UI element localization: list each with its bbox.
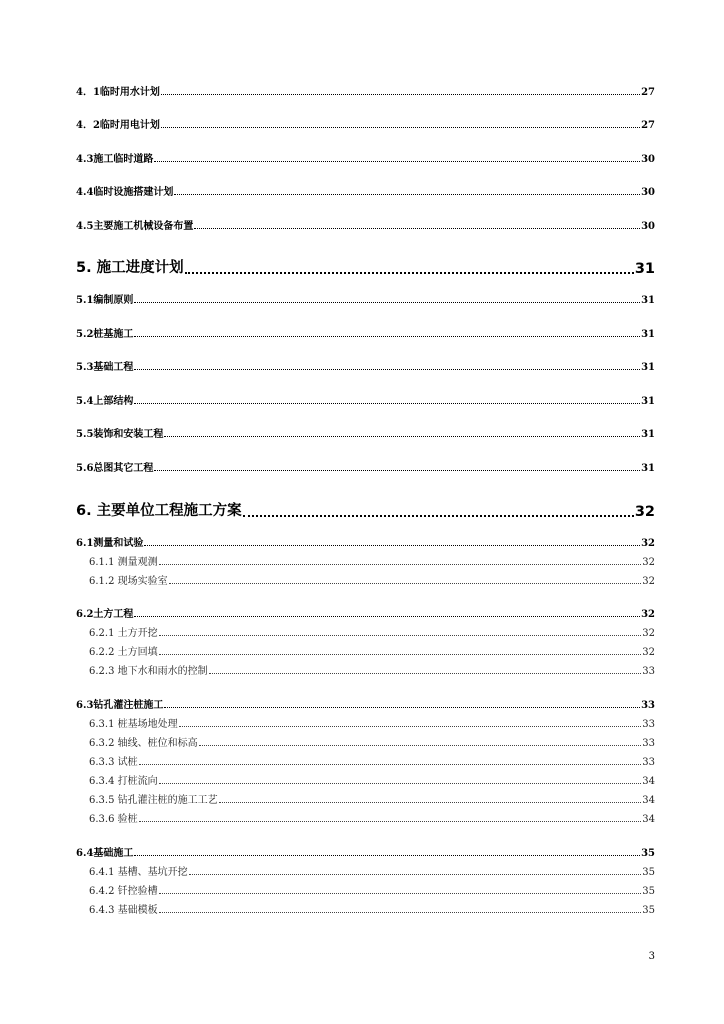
toc-subentry-page: 34 — [642, 776, 655, 787]
dot-leader — [161, 94, 640, 95]
toc-chapter-entry[interactable] — [0, 257, 724, 277]
dot-leader — [164, 707, 640, 708]
toc-subentry[interactable] — [0, 573, 724, 587]
toc-subentry[interactable] — [0, 735, 724, 749]
dot-leader — [243, 515, 634, 517]
dot-leader — [199, 745, 642, 746]
toc-entry-label: 5.1编制原则 — [76, 295, 134, 306]
toc-subentry[interactable] — [0, 864, 724, 878]
dot-leader — [189, 874, 642, 875]
dot-leader — [161, 127, 640, 128]
dot-leader — [174, 194, 640, 195]
toc-subentry-label: 6.2.2 土方回填 — [89, 647, 158, 658]
toc-entry[interactable] — [0, 697, 724, 711]
toc-subentry-page: 32 — [642, 628, 655, 639]
toc-subentry-label: 6.3.6 验桩 — [89, 814, 138, 825]
toc-subentry-label: 6.2.3 地下水和雨水的控制 — [89, 666, 208, 677]
toc-entry-label: 5.2桩基施工 — [76, 329, 134, 340]
toc-entry-page: 32 — [641, 538, 655, 549]
toc-subentry-label: 6.4.3 基础模板 — [89, 905, 158, 916]
toc-subentry-page: 35 — [642, 905, 655, 916]
toc-entry-page: 33 — [641, 700, 655, 711]
dot-leader — [159, 564, 642, 565]
toc-entry-page: 31 — [641, 362, 655, 373]
toc-entry[interactable] — [0, 326, 724, 340]
dot-leader — [209, 673, 642, 674]
dot-leader — [164, 436, 640, 437]
toc-entry-label: 4．2临时用电计划 — [76, 120, 160, 131]
toc-subentry-label: 6.1.1 测量观测 — [89, 557, 158, 568]
toc-entry-page: 30 — [641, 154, 655, 165]
toc-entry-label: 6.1测量和试验 — [76, 538, 144, 549]
toc-entry-page: 31 — [641, 329, 655, 340]
toc-subentry-label: 6.3.2 轴线、桩位和标高 — [89, 738, 198, 749]
dot-leader — [134, 302, 640, 303]
toc-entry-label: 6.3钻孔灌注桩施工 — [76, 700, 164, 711]
toc-entry[interactable] — [0, 84, 724, 98]
toc-entry-label: 4.4临时设施搭建计划 — [76, 187, 174, 198]
toc-entry-page: 27 — [641, 120, 655, 131]
toc-chapter-page: 32 — [634, 504, 655, 520]
toc-entry[interactable] — [0, 117, 724, 131]
dot-leader — [134, 403, 640, 404]
toc-subentry[interactable] — [0, 883, 724, 897]
toc-subentry-label: 6.1.2 现场实验室 — [89, 576, 168, 587]
toc-entry-page: 27 — [641, 87, 655, 98]
dot-leader — [194, 228, 640, 229]
toc-entry-page: 30 — [641, 221, 655, 232]
dot-leader — [159, 893, 642, 894]
toc-entry[interactable] — [0, 359, 724, 373]
dot-leader — [154, 470, 640, 471]
toc-chapter-entry[interactable] — [0, 500, 724, 520]
toc-subentry-page: 33 — [642, 757, 655, 768]
toc-entry[interactable] — [0, 845, 724, 859]
toc-entry-label: 5.6总图其它工程 — [76, 463, 154, 474]
dot-leader — [134, 336, 640, 337]
toc-entry[interactable] — [0, 606, 724, 620]
toc-entry-label: 4.5主要施工机械设备布置 — [76, 221, 194, 232]
toc-entry-page: 30 — [641, 187, 655, 198]
dot-leader — [144, 545, 640, 546]
dot-leader — [219, 802, 642, 803]
toc-entry[interactable] — [0, 393, 724, 407]
toc-subentry[interactable] — [0, 625, 724, 639]
toc-entry-page: 32 — [641, 609, 655, 620]
toc-subentry[interactable] — [0, 773, 724, 787]
toc-entry-label: 4.3施工临时道路 — [76, 154, 154, 165]
dot-leader — [154, 161, 640, 162]
dot-leader — [185, 272, 634, 274]
toc-subentry-page: 33 — [642, 666, 655, 677]
toc-entry-page: 35 — [641, 848, 655, 859]
toc-entry[interactable] — [0, 460, 724, 474]
toc-subentry-page: 32 — [642, 557, 655, 568]
dot-leader — [159, 783, 642, 784]
toc-subentry-label: 6.2.1 土方开挖 — [89, 628, 158, 639]
toc-subentry[interactable] — [0, 554, 724, 568]
toc-subentry-page: 34 — [642, 814, 655, 825]
toc-subentry[interactable] — [0, 811, 724, 825]
dot-leader — [139, 821, 642, 822]
toc-entry[interactable] — [0, 184, 724, 198]
toc-entry-label: 5.4上部结构 — [76, 396, 134, 407]
dot-leader — [169, 583, 642, 584]
dot-leader — [179, 726, 642, 727]
toc-subentry-label: 6.3.1 桩基场地处理 — [89, 719, 178, 730]
toc-entry-label: 6.2土方工程 — [76, 609, 134, 620]
toc-entry-label: 6.4基础施工 — [76, 848, 134, 859]
dot-leader — [134, 616, 640, 617]
toc-subentry[interactable] — [0, 792, 724, 806]
toc-subentry-label: 6.4.1 基槽、基坑开挖 — [89, 867, 188, 878]
toc-subentry-label: 6.4.2 钎控验槽 — [89, 886, 158, 897]
toc-entry[interactable] — [0, 426, 724, 440]
page-number: 3 — [648, 951, 655, 962]
toc-entry[interactable] — [0, 535, 724, 549]
toc-subentry-page: 35 — [642, 867, 655, 878]
dot-leader — [139, 764, 642, 765]
toc-subentry-page: 34 — [642, 795, 655, 806]
toc-subentry[interactable] — [0, 754, 724, 768]
toc-subentry[interactable] — [0, 716, 724, 730]
toc-subentry-label: 6.3.3 试桩 — [89, 757, 138, 768]
toc-chapter-page: 31 — [634, 261, 655, 277]
dot-leader — [134, 855, 640, 856]
toc-entry-label: 5.5装饰和安装工程 — [76, 429, 164, 440]
toc-chapter-label: 5. 施工进度计划 — [76, 260, 184, 276]
toc-subentry[interactable] — [0, 902, 724, 916]
toc-subentry-label: 6.3.5 钻孔灌注桩的施工工艺 — [89, 795, 218, 806]
dot-leader — [159, 654, 642, 655]
toc-entry[interactable] — [0, 218, 724, 232]
toc-entry[interactable] — [0, 292, 724, 306]
dot-leader — [159, 912, 642, 913]
toc-entry-page: 31 — [641, 429, 655, 440]
toc-subentry-page: 35 — [642, 886, 655, 897]
dot-leader — [159, 635, 642, 636]
toc-chapter-label: 6. 主要单位工程施工方案 — [76, 503, 242, 519]
toc-subentry-label: 6.3.4 打桩流向 — [89, 776, 158, 787]
toc-entry-label: 4．1临时用水计划 — [76, 87, 160, 98]
toc-entry[interactable] — [0, 151, 724, 165]
toc-subentry-page: 32 — [642, 647, 655, 658]
toc-entry-label: 5.3基础工程 — [76, 362, 134, 373]
toc-subentry-page: 33 — [642, 719, 655, 730]
toc-entry-page: 31 — [641, 396, 655, 407]
toc-subentry[interactable] — [0, 663, 724, 677]
toc-entry-page: 31 — [641, 295, 655, 306]
toc-subentry[interactable] — [0, 644, 724, 658]
toc-entry-page: 31 — [641, 463, 655, 474]
dot-leader — [134, 369, 640, 370]
toc-subentry-page: 32 — [642, 576, 655, 587]
toc-subentry-page: 33 — [642, 738, 655, 749]
